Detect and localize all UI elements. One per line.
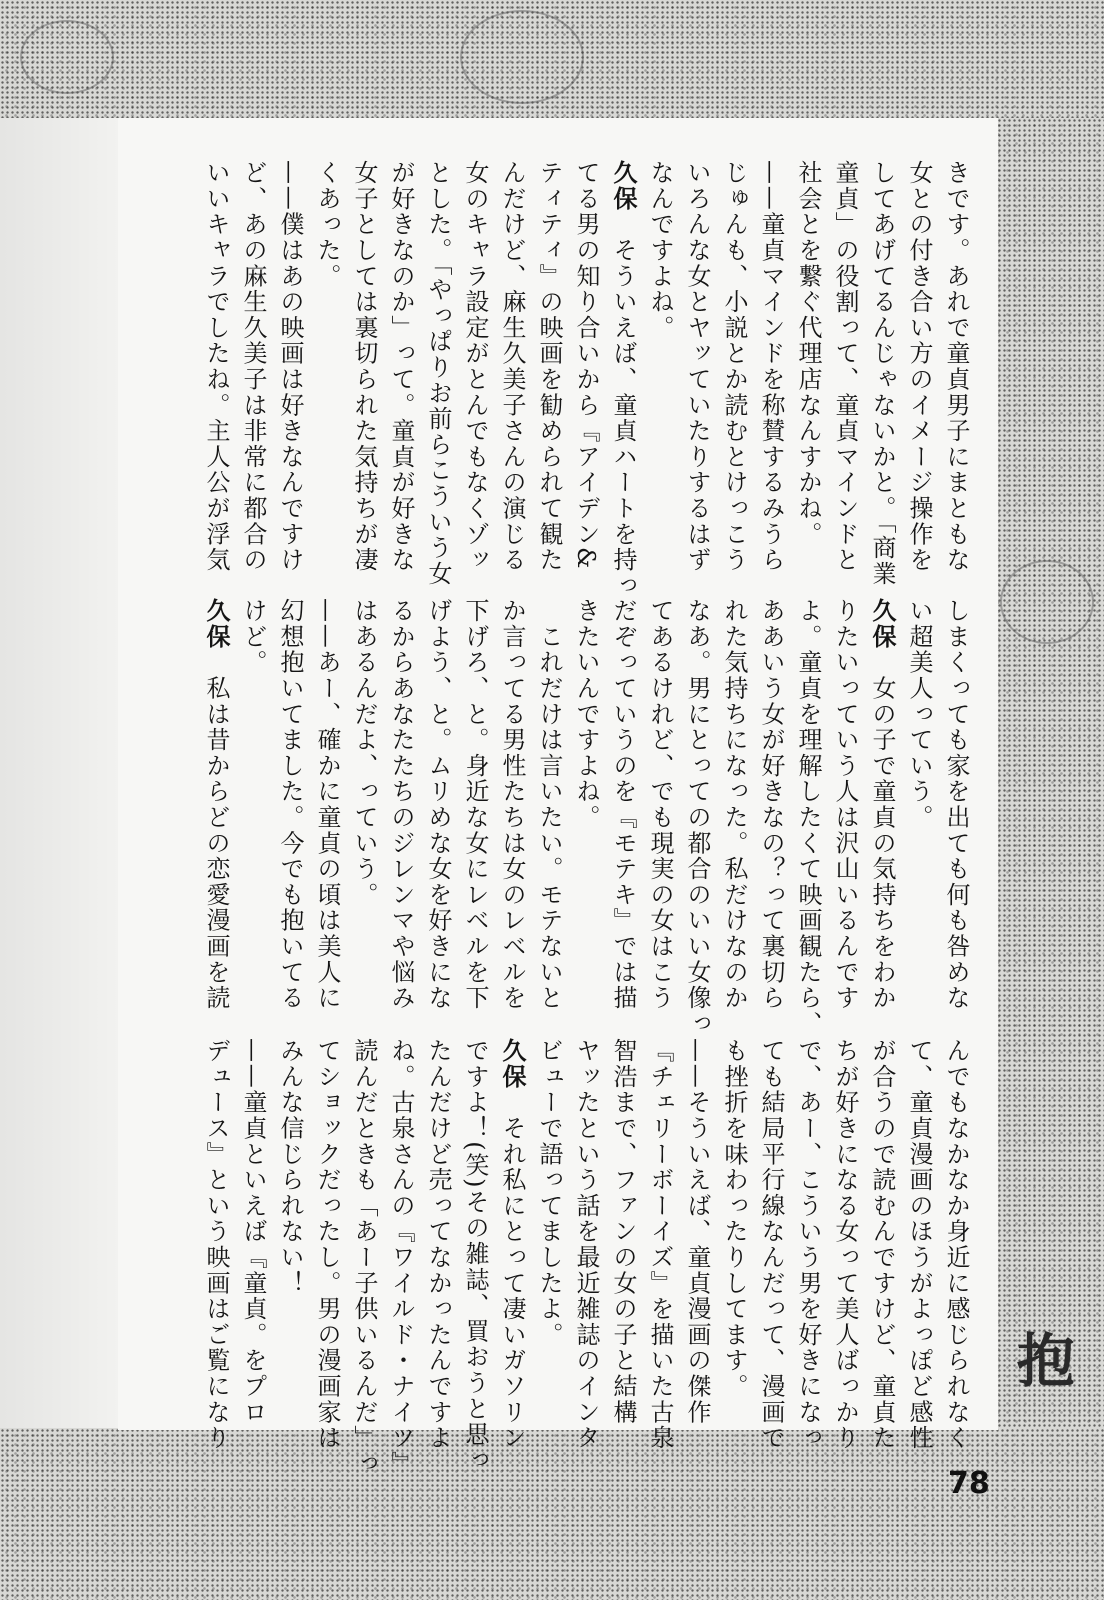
text-line: ビューで語ってましたよ。 <box>535 1038 563 1348</box>
manga-art-lettering: 抱 <box>1006 1330 1075 1388</box>
text-line: て、童貞漫画のほうがよっぽど感性 <box>905 1038 933 1451</box>
text-line: してあげてるんじゃないかと。「商業 <box>868 160 896 587</box>
page-number: 78 <box>948 1466 990 1501</box>
text-line: ああいう女が好きなの？って裏切ら <box>757 598 785 1011</box>
manga-face-sketch-glasses <box>460 10 584 104</box>
text-line: ヤッたという話を最近雑誌のインタ <box>572 1038 600 1451</box>
text-line: なあ。男にとっての都合のいい女像っ <box>683 598 711 1037</box>
text-column-3 <box>150 1038 970 1477</box>
text-line: が好きなのか」って。童貞が好きな <box>387 160 415 573</box>
text-line: 久保 そういえば、童貞ハートを持っ <box>609 160 637 599</box>
text-line: てあるけれど、でも現実の女はこう <box>646 598 674 1011</box>
text-line: で、あー、こういう男を好きになっ <box>794 1038 822 1451</box>
text-line: よ。童貞を理解したくて映画観たら、 <box>794 598 822 1037</box>
text-line: も挫折を味わったりしてます。 <box>720 1038 748 1400</box>
text-line: てる男の知り合いから『アイデン& <box>572 160 600 571</box>
text-line: げよう、と。ムリめな女を好きにな <box>424 598 452 1011</box>
text-line: 智浩まで、ファンの女の子と結構 <box>609 1038 637 1425</box>
text-line: きです。あれで童貞男子にまともな <box>942 160 970 573</box>
text-line: てショックだったし。男の漫画家は <box>313 1038 341 1451</box>
text-line: 読んだときも「あー子供いるんだ」っ <box>350 1038 378 1477</box>
text-line: が合うので読むんですけど、童貞た <box>868 1038 896 1451</box>
text-line: みんな信じられない！ <box>276 1038 304 1296</box>
text-line: 久保 私は昔からどの恋愛漫画を読 <box>202 598 230 1011</box>
text-line: たんだけど売ってなかったんですよ <box>424 1038 452 1451</box>
text-line: ても結局平行線なんだって、漫画で <box>757 1038 785 1451</box>
text-column-2 <box>150 598 970 1037</box>
text-line: 女子としては裏切られた気持ちが凄 <box>350 160 378 573</box>
text-line: 社会とを繋ぐ代理店なんすかね。 <box>794 160 822 547</box>
text-line: んだけど、麻生久美子さんの演じる <box>498 160 526 573</box>
speaker-label: 久保 <box>498 1038 526 1090</box>
text-line: ——あー、確かに童貞の頃は美人に <box>313 598 341 1011</box>
manga-face-sketch-eye <box>20 20 114 94</box>
text-line: じゅんも、小説とか読むとけっこう <box>720 160 748 573</box>
text-line: しまくっても家を出ても何も咎めな <box>942 598 970 1011</box>
text-line: んでもなかなか身近に感じられなく <box>942 1038 970 1451</box>
text-line: りたいっていう人は沢山いるんです <box>831 598 859 1011</box>
text-line: れた気持ちになった。私だけなのか <box>720 598 748 1011</box>
text-line: か言ってる男性たちは女のレベルを <box>498 598 526 1011</box>
text-line: 『チェリーボーイズ』を描いた古泉 <box>646 1038 674 1451</box>
text-line: るからあなたたちのジレンマや悩み <box>387 598 415 1011</box>
text-line: ティティ』の映画を勧められて観た <box>535 160 563 573</box>
text-line: ——童貞マインドを称賛するみうら <box>757 160 785 573</box>
text-line: いろんな女とヤッていたりするはず <box>683 160 711 573</box>
text-line: 久保 それ私にとって凄いガソリン <box>498 1038 526 1451</box>
text-line: 久保 女の子で童貞の気持ちをわか <box>868 598 896 1011</box>
text-line: くあった。 <box>313 160 341 289</box>
text-line: 女のキャラ設定がとんでもなくゾッ <box>461 160 489 573</box>
speaker-label: 久保 <box>202 598 230 650</box>
speaker-label: 久保 <box>609 160 637 212</box>
text-line: ど、あの麻生久美子は非常に都合の <box>239 160 267 573</box>
text-line: 童貞」の役割って、童貞マインドと <box>831 160 859 573</box>
manga-art-right <box>992 118 1104 1428</box>
text-line: 幻想抱いてました。今でも抱いてる <box>276 598 304 1011</box>
text-line: これだけは言いたい。モテないと <box>535 598 563 1011</box>
text-line: 下げろ、と。身近な女にレベルを下 <box>461 598 489 1011</box>
text-line: い超美人っていう。 <box>905 598 933 831</box>
manga-art-left <box>0 118 130 1428</box>
text-line: ——僕はあの映画は好きなんですけ <box>276 160 304 573</box>
text-line: とした。「やっぱりお前らこういう女 <box>424 160 452 587</box>
text-line: ね。古泉さんの『ワイルド・ナイツ』 <box>387 1038 415 1477</box>
text-line: 女との付き合い方のイメージ操作を <box>905 160 933 573</box>
text-line: だぞっていうのを『モテキ』では描 <box>609 598 637 1011</box>
manga-face-sketch-side <box>1000 560 1094 644</box>
speaker-label: 久保 <box>868 598 896 650</box>
text-line: きたいんですよね。 <box>572 598 600 831</box>
text-line: ——そういえば、童貞漫画の傑作 <box>683 1038 711 1425</box>
text-line: いいキャラでしたね。主人公が浮気 <box>202 160 230 573</box>
text-line: はあるんだよ、っていう。 <box>350 598 378 908</box>
text-line: デュース』という映画はご覧になり <box>202 1038 230 1451</box>
text-line: けど。 <box>239 598 267 676</box>
text-line: ちが好きになる女って美人ばっかり <box>831 1038 859 1451</box>
text-line: ——童貞といえば『童貞。をプロ <box>239 1038 267 1425</box>
text-line: なんですよね。 <box>646 160 674 341</box>
text-line: ですよ！(笑)その雑誌、買おうと思っ <box>461 1038 489 1474</box>
text-column-1 <box>150 160 970 599</box>
